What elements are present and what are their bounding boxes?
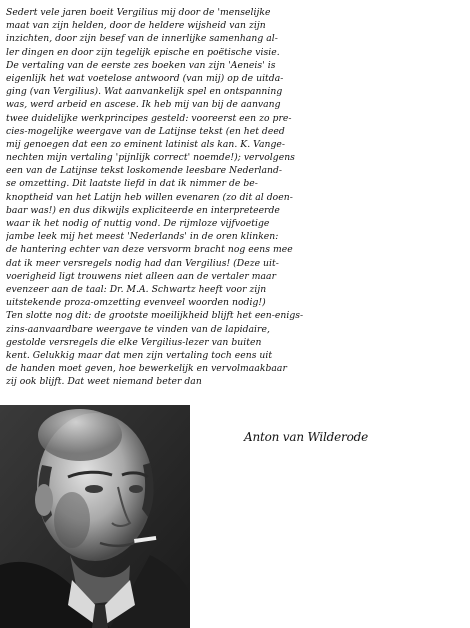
letter-line: een van de Latijnse tekst loskomende leesbare Nederland- [6,165,283,177]
signature: Anton van Wilderode [244,430,368,444]
letter-line: baar was!) en dus dikwijls expliciteerde en interpreteerde [6,204,280,216]
letter-line: de hantering echter van deze versvorm bracht nog eens mee [6,244,293,256]
letter-line: twee duidelijke werkprincipes gesteld: vooreerst een zo pre- [6,112,292,124]
letter-line: eigenlijk het wat voetelose antwoord (van mij) op de uitda- [6,72,284,84]
letter-line: maat van zijn helden, door de heldere wijsheid van zijn [6,20,266,32]
letter-line: knoptheid van het Latijn heb willen evenaren (zo dit al doen- [6,191,293,203]
letter-line: evenzeer aan de taal: Dr. M.A. Schwartz heeft voor zijn [6,283,267,295]
letter-line: dat ik meer versregels nodig had dan Vergilius! (Deze uit- [6,257,279,269]
handwritten-letter [6,6,464,388]
letter-line: de handen moet geven, hoe bewerkelijk en vervolmaakbaar [6,363,287,375]
letter-line: De vertaling van de eerste zes boeken van zijn 'Aeneis' is [6,59,276,71]
letter-line: inzichten, door zijn besef van de innerlijke samenhang al- [6,33,278,45]
letter-line: uitstekende proza-omzetting evenveel woorden nodig!) [6,297,266,309]
letter-line: voerigheid ligt trouwens niet alleen aan de vertaler maar [6,270,277,282]
letter-line: Ten slotte nog dit: de grootste moeilijkheid blijft het een-enigs- [6,310,304,322]
letter-line: cies-mogelijke weergave van de Latijnse tekst (en het deed [6,125,285,137]
letter-line: ler dingen en door zijn tegelijk epische en poëtische visie. [6,46,280,58]
letter-line: was, werd arbeid en ascese. Ik heb mij van bij de aanvang [6,99,281,111]
letter-line: zij ook blijft. Dat weet niemand beter dan [6,376,202,388]
letter-line: mij genoegen dat een zo eminent latinist als kan. K. Vange- [6,138,286,150]
letter-line: nechten mijn vertaling 'pijnlijk correct' noemde!); vervolgens [6,152,295,164]
letter-line: gestolde versregels die elke Vergilius-lezer van buiten [6,336,262,348]
letter-line: jambe leek mij het meest 'Nederlands' in de oren klinken: [6,231,279,243]
letter-line: zins-aanvaardbare weergave te vinden van de lapidaire, [6,323,270,335]
letter-line: se omzetting. Dit laatste liefd in dat ik nimmer de be- [6,178,258,190]
letter-line: Sedert vele jaren boeit Vergilius mij door de 'menselijke [6,7,271,18]
letter-line: waar ik het nodig of nuttig vond. De rijmloze vijfvoetige [6,218,270,229]
letter-line: kent. Gelukkig maar dat men zijn vertaling toch eens uit [6,349,273,361]
letter-line: ging (van Vergilius). Wat aanvankelijk spel en ontspanning [6,86,283,98]
portrait-photo-icon [0,405,190,628]
